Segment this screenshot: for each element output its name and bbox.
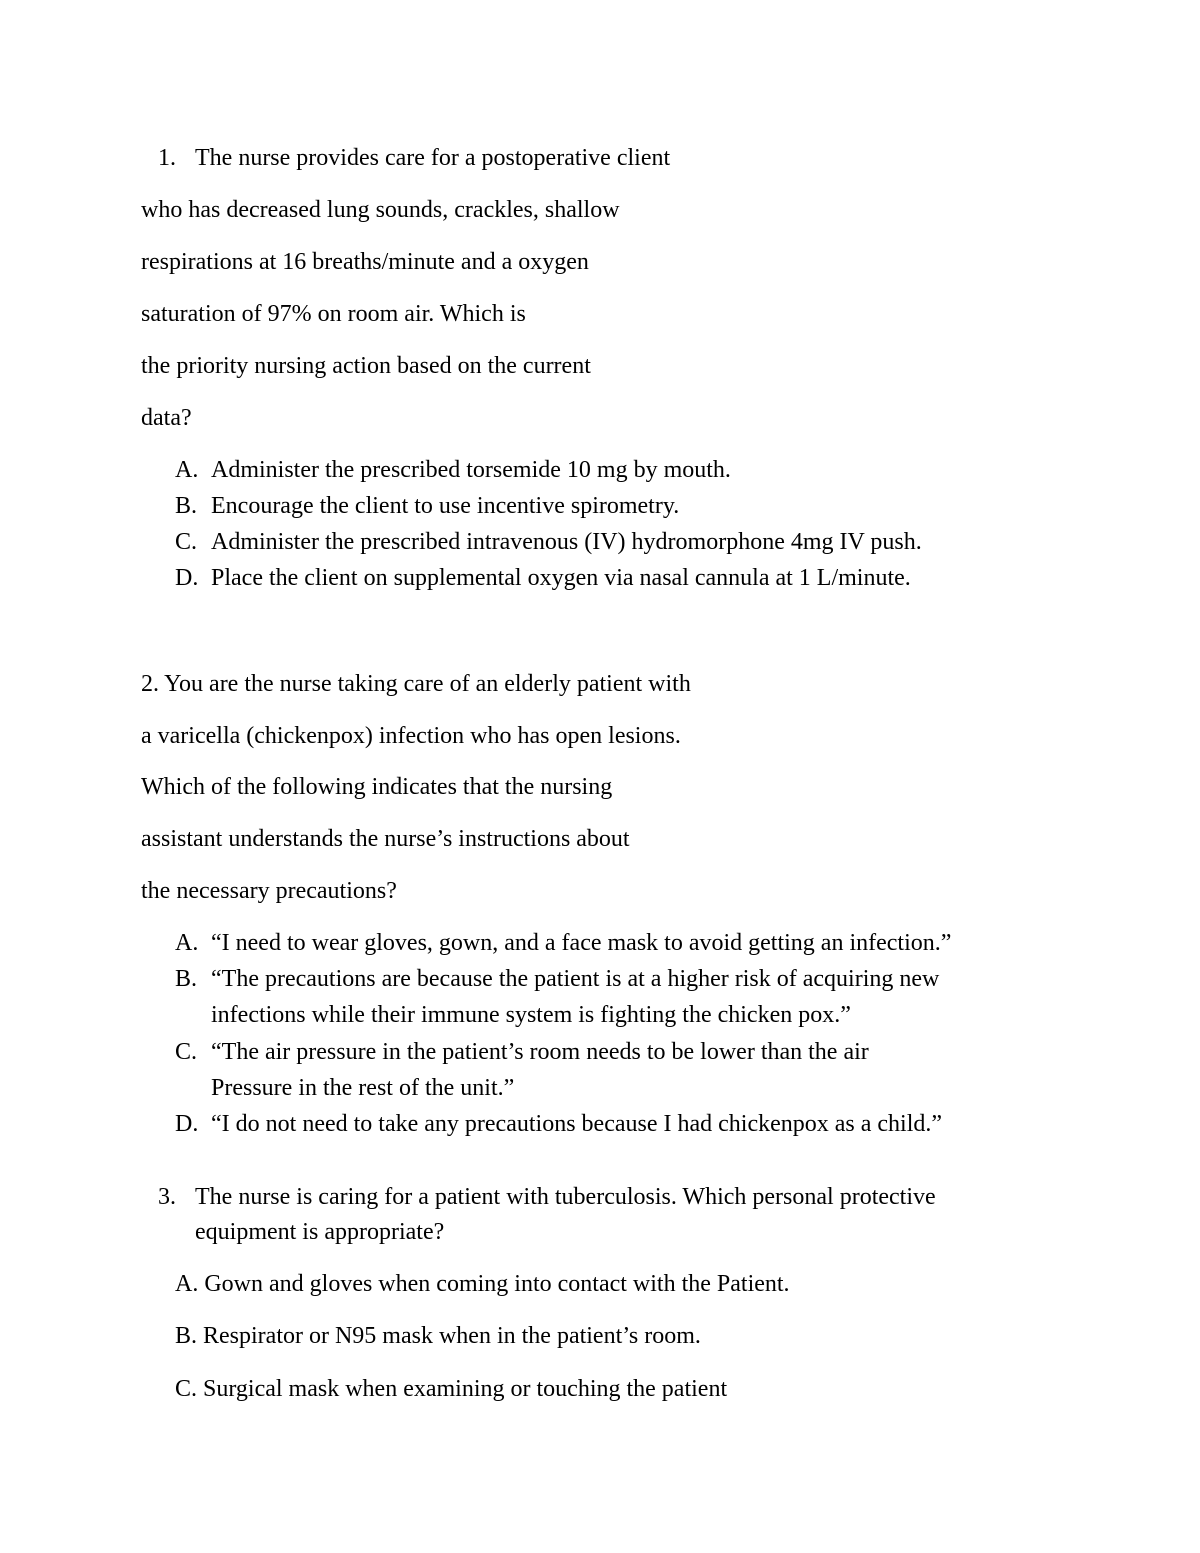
question-1-option-d: Place the client on supplemental oxygen via nasal cannula at 1 L/minute.	[211, 565, 911, 591]
question-3-stem-line: equipment is appropriate?	[195, 1219, 445, 1245]
question-2-stem-line: 2. You are the nurse taking care of an elderly patient with	[141, 671, 691, 697]
question-2-stem-line: a varicella (chickenpox) infection who has open lesions.	[141, 723, 681, 749]
question-3-option-c: C. Surgical mask when examining or touching the patient	[175, 1376, 728, 1402]
question-1-stem-line: respirations at 16 breaths/minute and a oxygen	[141, 249, 589, 275]
question-2-option-c: “The air pressure in the patient’s room needs to be lower than the air	[211, 1039, 869, 1065]
question-2-option-d: “I do not need to take any precautions because I had chickenpox as a child.”	[211, 1111, 943, 1137]
question-1-option-a: Administer the prescribed torsemide 10 mg by mouth.	[211, 457, 731, 483]
question-2-option-c-continued: Pressure in the rest of the unit.”	[211, 1075, 515, 1101]
question-2-option-letter: B.	[175, 966, 198, 992]
question-2-option-letter: A.	[175, 930, 199, 956]
question-2-option-a: “I need to wear gloves, gown, and a face mask to avoid getting an infection.”	[211, 930, 952, 956]
question-2-stem-line: the necessary precautions?	[141, 878, 397, 904]
question-2-option-b-continued: infections while their immune system is fighting the chicken pox.”	[211, 1002, 851, 1028]
question-3-option-b: B. Respirator or N95 mask when in the patient’s room.	[175, 1323, 701, 1349]
question-1-stem-line: The nurse provides care for a postoperative client	[195, 145, 671, 171]
question-1-option-letter: A.	[175, 457, 199, 483]
question-2-option-b: “The precautions are because the patient is at a higher risk of acquiring new	[211, 966, 940, 992]
question-2-stem-line: Which of the following indicates that the nursing	[141, 774, 613, 800]
question-1-option-letter: C.	[175, 529, 198, 555]
question-2-option-letter: D.	[175, 1111, 199, 1137]
question-1-option-b: Encourage the client to use incentive spirometry.	[211, 493, 680, 519]
question-1-stem-line: who has decreased lung sounds, crackles, shallow	[141, 197, 620, 223]
question-1-stem-line: data?	[141, 405, 192, 431]
question-3-number: 3.	[158, 1184, 176, 1210]
question-1-stem-line: saturation of 97% on room air. Which is	[141, 301, 526, 327]
question-1-number: 1.	[158, 145, 176, 171]
question-2-stem-line: assistant understands the nurse’s instructions about	[141, 826, 630, 852]
question-3-option-a: A. Gown and gloves when coming into contact with the Patient.	[175, 1271, 790, 1297]
question-3-stem-line: The nurse is caring for a patient with tuberculosis. Which personal protective	[195, 1184, 936, 1210]
question-1-option-letter: D.	[175, 565, 199, 591]
question-1-option-letter: B.	[175, 493, 198, 519]
question-1-stem-line: the priority nursing action based on the current	[141, 353, 591, 379]
question-2-option-letter: C.	[175, 1039, 198, 1065]
question-1-option-c: Administer the prescribed intravenous (IV) hydromorphone 4mg IV push.	[211, 529, 922, 555]
